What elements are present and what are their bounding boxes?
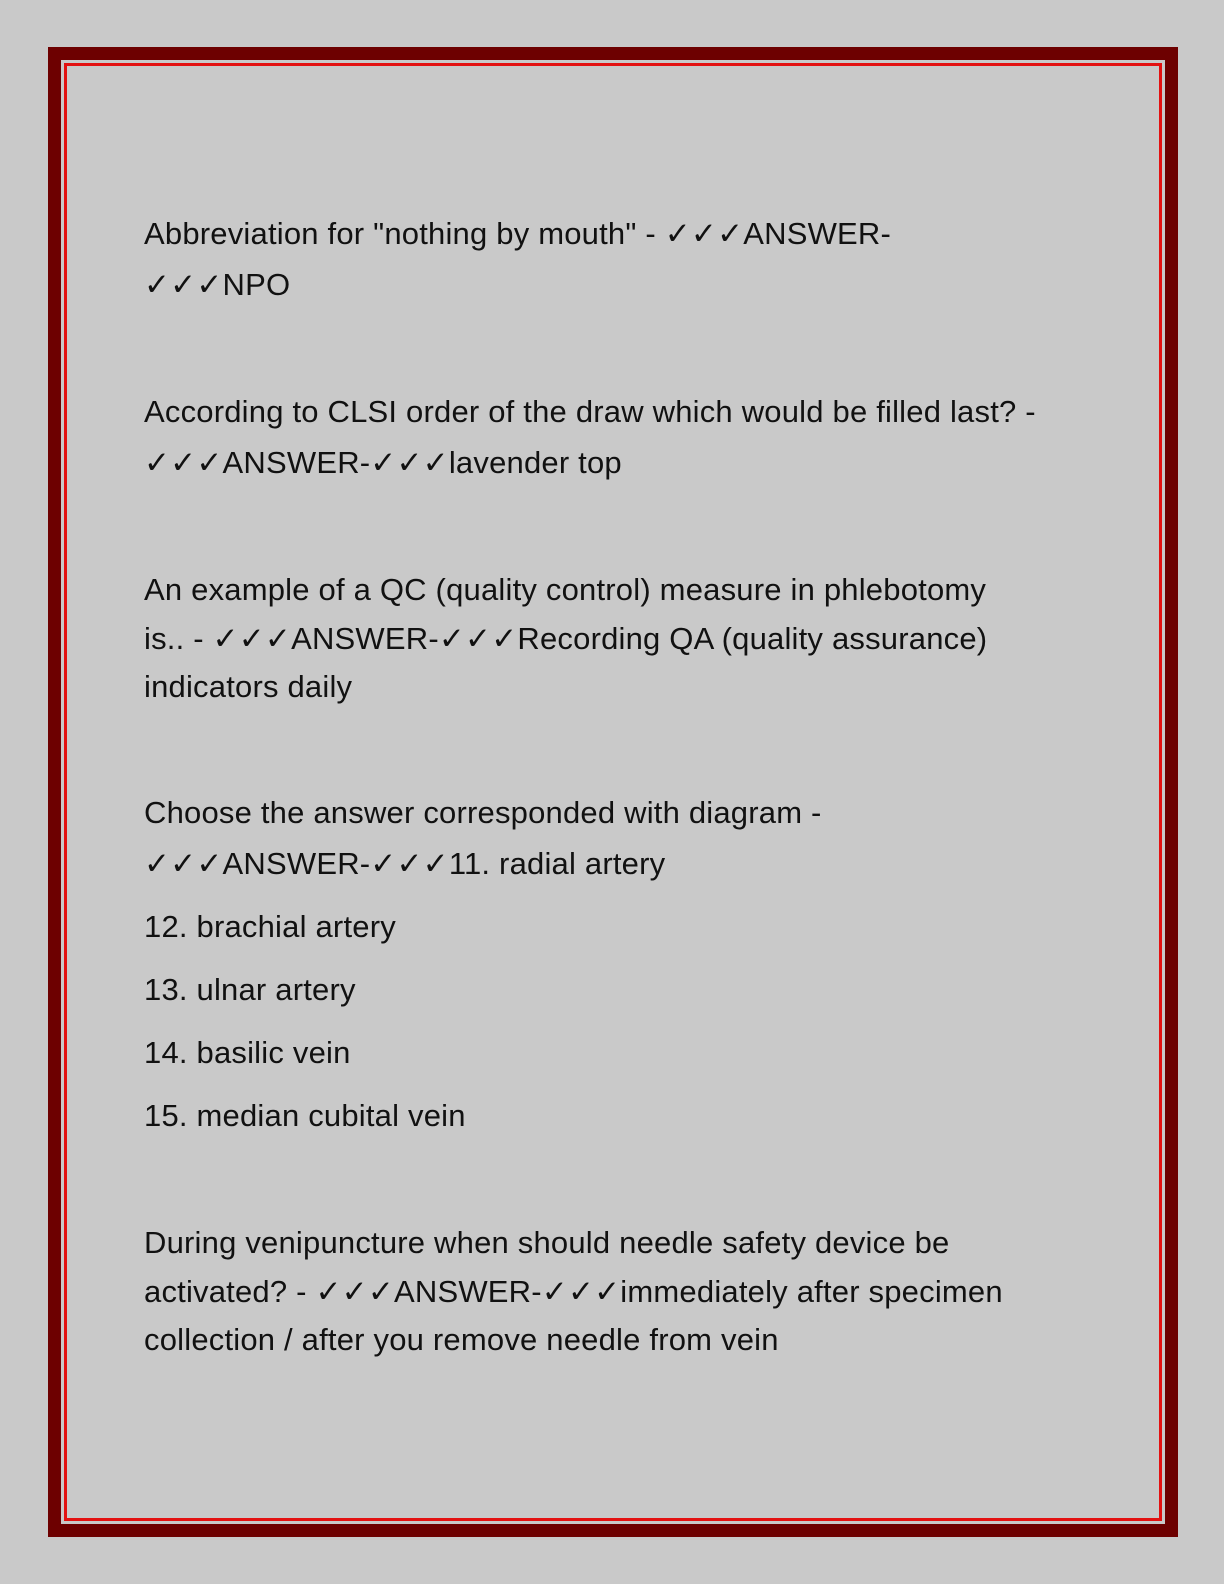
answer-list-item: 14. basilic vein (144, 1035, 351, 1070)
answer-line: is.. - ✓✓✓ANSWER-✓✓✓Recording QA (quality assurance) (144, 621, 988, 656)
qa-item (144, 386, 1104, 488)
document-content (144, 208, 1104, 1364)
answer-line: ✓✓✓ANSWER-✓✓✓11. radial artery (144, 846, 666, 881)
qa-item (144, 787, 1104, 1141)
question-line: According to CLSI order of the draw which would be filled last? - (144, 394, 1036, 429)
question-line: An example of a QC (quality control) measure in phlebotomy (144, 572, 987, 607)
answer-list-item: 12. brachial artery (144, 909, 396, 944)
answer-line: indicators daily (144, 669, 353, 704)
answer-line: collection / after you remove needle from vein (144, 1322, 779, 1357)
question-line: Choose the answer corresponded with diagram - (144, 795, 822, 830)
answer-line: activated? - ✓✓✓ANSWER-✓✓✓immediately after specimen (144, 1274, 1003, 1309)
question-line: Abbreviation for "nothing by mouth" - ✓✓✓ANSWER- (144, 216, 892, 251)
qa-item (144, 208, 1104, 310)
answer-list-item: 13. ulnar artery (144, 972, 356, 1007)
qa-item (144, 1217, 1104, 1364)
answer-line: ✓✓✓ANSWER-✓✓✓lavender top (144, 445, 622, 480)
answer-list-item: 15. median cubital vein (144, 1098, 466, 1133)
answer-line: ✓✓✓NPO (144, 267, 291, 302)
qa-item (144, 564, 1104, 711)
question-line: During venipuncture when should needle safety device be (144, 1225, 950, 1260)
